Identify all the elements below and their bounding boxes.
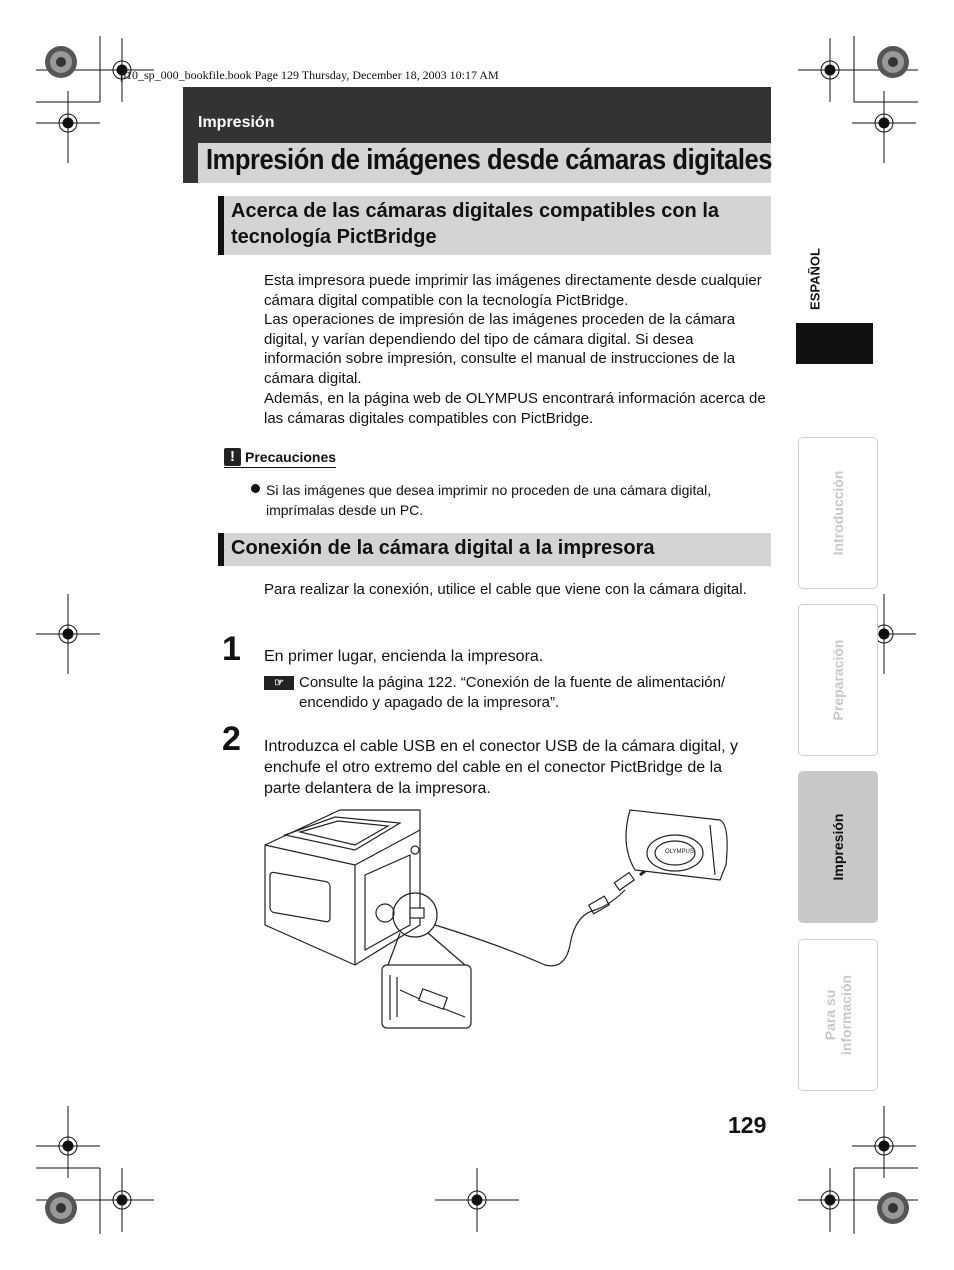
tab-introduccion[interactable]: Introducción <box>798 437 878 589</box>
body-paragraph: Además, en la página web de OLYMPUS encontrará información acerca de las cámaras digitales compatibles con PictBridge. <box>264 390 766 427</box>
camera-brand-label: OLYMPUS <box>665 849 694 855</box>
caution-text: Si las imágenes que desea imprimir no proceden de una cámara digital, imprímalas desde un PC. <box>266 482 712 518</box>
printer-camera-usb-illustration <box>260 805 735 1033</box>
step-number: 2 <box>222 720 241 758</box>
tab-preparacion[interactable]: Preparación <box>798 604 878 756</box>
section-heading-connection: Conexión de la cámara digital a la impresora <box>218 533 771 566</box>
step-number: 1 <box>222 630 241 668</box>
step-text: En primer lugar, encienda la impresora. <box>264 648 544 665</box>
warning-icon: ! <box>224 448 241 466</box>
tab-para-su-informacion[interactable]: Para su información <box>798 939 878 1091</box>
reference-icon: ☞ <box>264 676 294 690</box>
section-heading-pictbridge: Acerca de las cámaras digitales compatibles con la tecnología PictBridge <box>218 196 771 255</box>
step-text: Introduzca el cable USB en el conector USB de la cámara digital, y enchufe el otro extremo del cable en el conector PictBridge de la parte delantera de la impresora. <box>264 738 739 797</box>
page-title: Impresión de imágenes desde cámaras digitales <box>206 144 772 176</box>
page-number: 129 <box>728 1112 767 1138</box>
caution-label: Precauciones <box>245 449 337 465</box>
section-label: Impresión <box>198 114 275 131</box>
print-header: p10_sp_000_bookfile.book Page 129 Thursday, December 18, 2003 10:17 AM <box>120 68 499 82</box>
language-marker <box>796 323 873 364</box>
caution-heading <box>224 448 336 468</box>
intro-paragraph: Para realizar la conexión, utilice el cable que viene con la cámara digital. <box>264 581 747 598</box>
body-paragraph: Las operaciones de impresión de las imágenes proceden de la cámara digital, y varían dependiendo del tipo de cámara digital. Si desea información sobre impresión, consulte el manual de instrucciones de la cámara digital. <box>264 311 736 388</box>
reference-text: Consulte la página 122. “Conexión de la fuente de alimentación/ encendido y apagado de la impresora”. <box>299 674 726 711</box>
tab-impresion[interactable]: Impresión <box>798 771 878 923</box>
language-label: ESPAÑOL <box>807 248 823 310</box>
bullet-icon <box>251 484 260 493</box>
body-paragraph: Esta impresora puede imprimir las imágenes directamente desde cualquier cámara digital compatible con la tecnología PictBridge. <box>264 272 762 309</box>
